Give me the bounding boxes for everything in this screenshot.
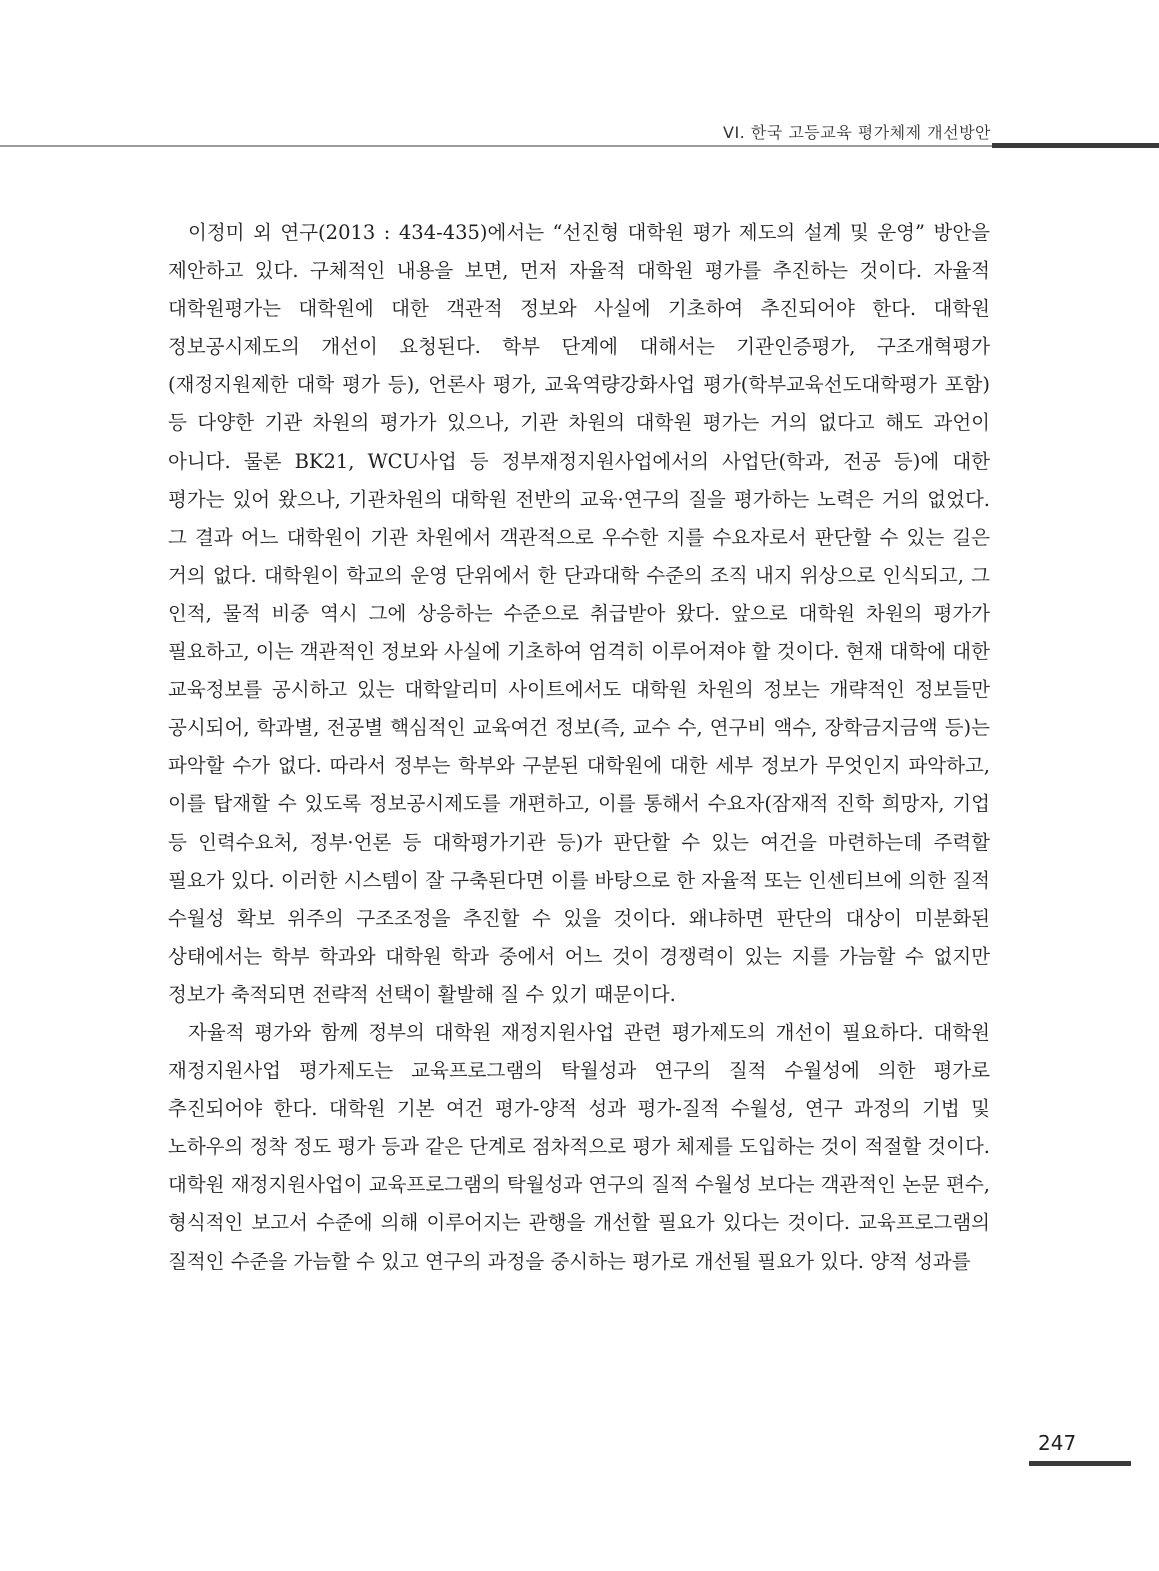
footer-rule [1029,1461,1131,1466]
running-header: VI. 한국 고등교육 평가체제 개선방안 [723,123,991,142]
header-rule-accent [992,143,1159,148]
paragraph-1: 이정미 외 연구(2013 : 434-435)에서는 “선진형 대학원 평가 제도의 설계 및 운영” 방안을 제안하고 있다. 구체적인 내용을 보면, 먼저 자율적 대학원 평가를 추진하는 것이다. 자율적 대학원평가는 대학원에 대한 객관적 정보와 사실에 기초하여 추진되어야 한다. 대학원 정보공시제도의 개선이 요청된다. 학부 단계에 대해서는 기관인증평가, 구조개혁평가(재정지원제한 대학 평가 등), 언론사 평가, 교육역량강화사업 평가(학부교육선도대학평가 포함) 등 다양한 기관 차원의 평가가 있으나, 기관 차원의 대학원 평가는 거의 없다고 해도 과언이 아니다. 물론 BK21, WCU사업 등 정부재정지원사업에서의 사업단(학과, 전공 등)에 대한 평가는 있어 왔으나, 기관차원의 대학원 전반의 교육·연구의 질을 평가하는 노력은 거의 없었다. 그 결과 어느 대학원이 기관 차원에서 객관적으로 우수한 지를 수요자로서 판단할 수 있는 길은 거의 없다. 대학원이 학교의 운영 단위에서 한 단과대학 수준의 조직 내지 위상으로 인식되고, 그 인적, 물적 비중 역시 그에 상응하는 수준으로 취급받아 왔다. 앞으로 대학원 차원의 평가가 필요하고, 이는 객관적인 정보와 사실에 기초하여 엄격히 이루어져야 할 것이다. 현재 대학에 대한 교육정보를 공시하고 있는 대학알리미 사이트에서도 대학원 차원의 정보는 개략적인 정보들만 공시되어, 학과별, 전공별 핵심적인 교육여건 정보(즉, 교수 수, 연구비 액수, 장학금지금액 등)는 파악할 수가 없다. 따라서 정부는 학부와 구분된 대학원에 대한 세부 정보가 무엇인지 파악하고, 이를 탑재할 수 있도록 정보공시제도를 개편하고, 이를 통해서 수요자(잠재적 진학 희망자, 기업 등 인력수요처, 정부·언론 등 대학평가기관 등)가 판단할 수 있는 여건을 마련하는데 주력할 필요가 있다. 이러한 시스템이 잘 구축된다면 이를 바탕으로 한 자율적 또는 인센티브에 의한 질적 수월성 확보 위주의 구조조정을 추진할 수 있을 것이다. 왜냐하면 판단의 대상이 미분화된 상태에서는 학부 학과와 대학원 학과 중에서 어느 것이 경쟁력이 있는 지를 가늠할 수 없지만 정보가 축적되면 전략적 선택이 활발해 질 수 있기 때문이다. [168,221,990,1006]
body-text [168,214,990,1281]
paragraph-2: 자율적 평가와 함께 정부의 대학원 재정지원사업 관련 평가제도의 개선이 필요하다. 대학원 재정지원사업 평가제도는 교육프로그램의 탁월성과 연구의 질적 수월성에 의한 평가로 추진되어야 한다. 대학원 기본 여건 평가-양적 성과 평가-질적 수월성, 연구 과정의 기법 및 노하우의 정착 정도 평가 등과 같은 단계로 점차적으로 평가 체제를 도입하는 것이 적절할 것이다. 대학원 재정지원사업이 교육프로그램의 탁월성과 연구의 질적 수월성 보다는 객관적인 논문 편수, 형식적인 보고서 수준에 의해 이루어지는 관행을 개선할 필요가 있다는 것이다. 교육프로그램의 질적인 수준을 가늠할 수 있고 연구의 과정을 중시하는 평가로 개선될 필요가 있다. 양적 성과를 [168,1020,990,1273]
header-rule [0,145,992,147]
page-number: 247 [1038,1431,1077,1455]
